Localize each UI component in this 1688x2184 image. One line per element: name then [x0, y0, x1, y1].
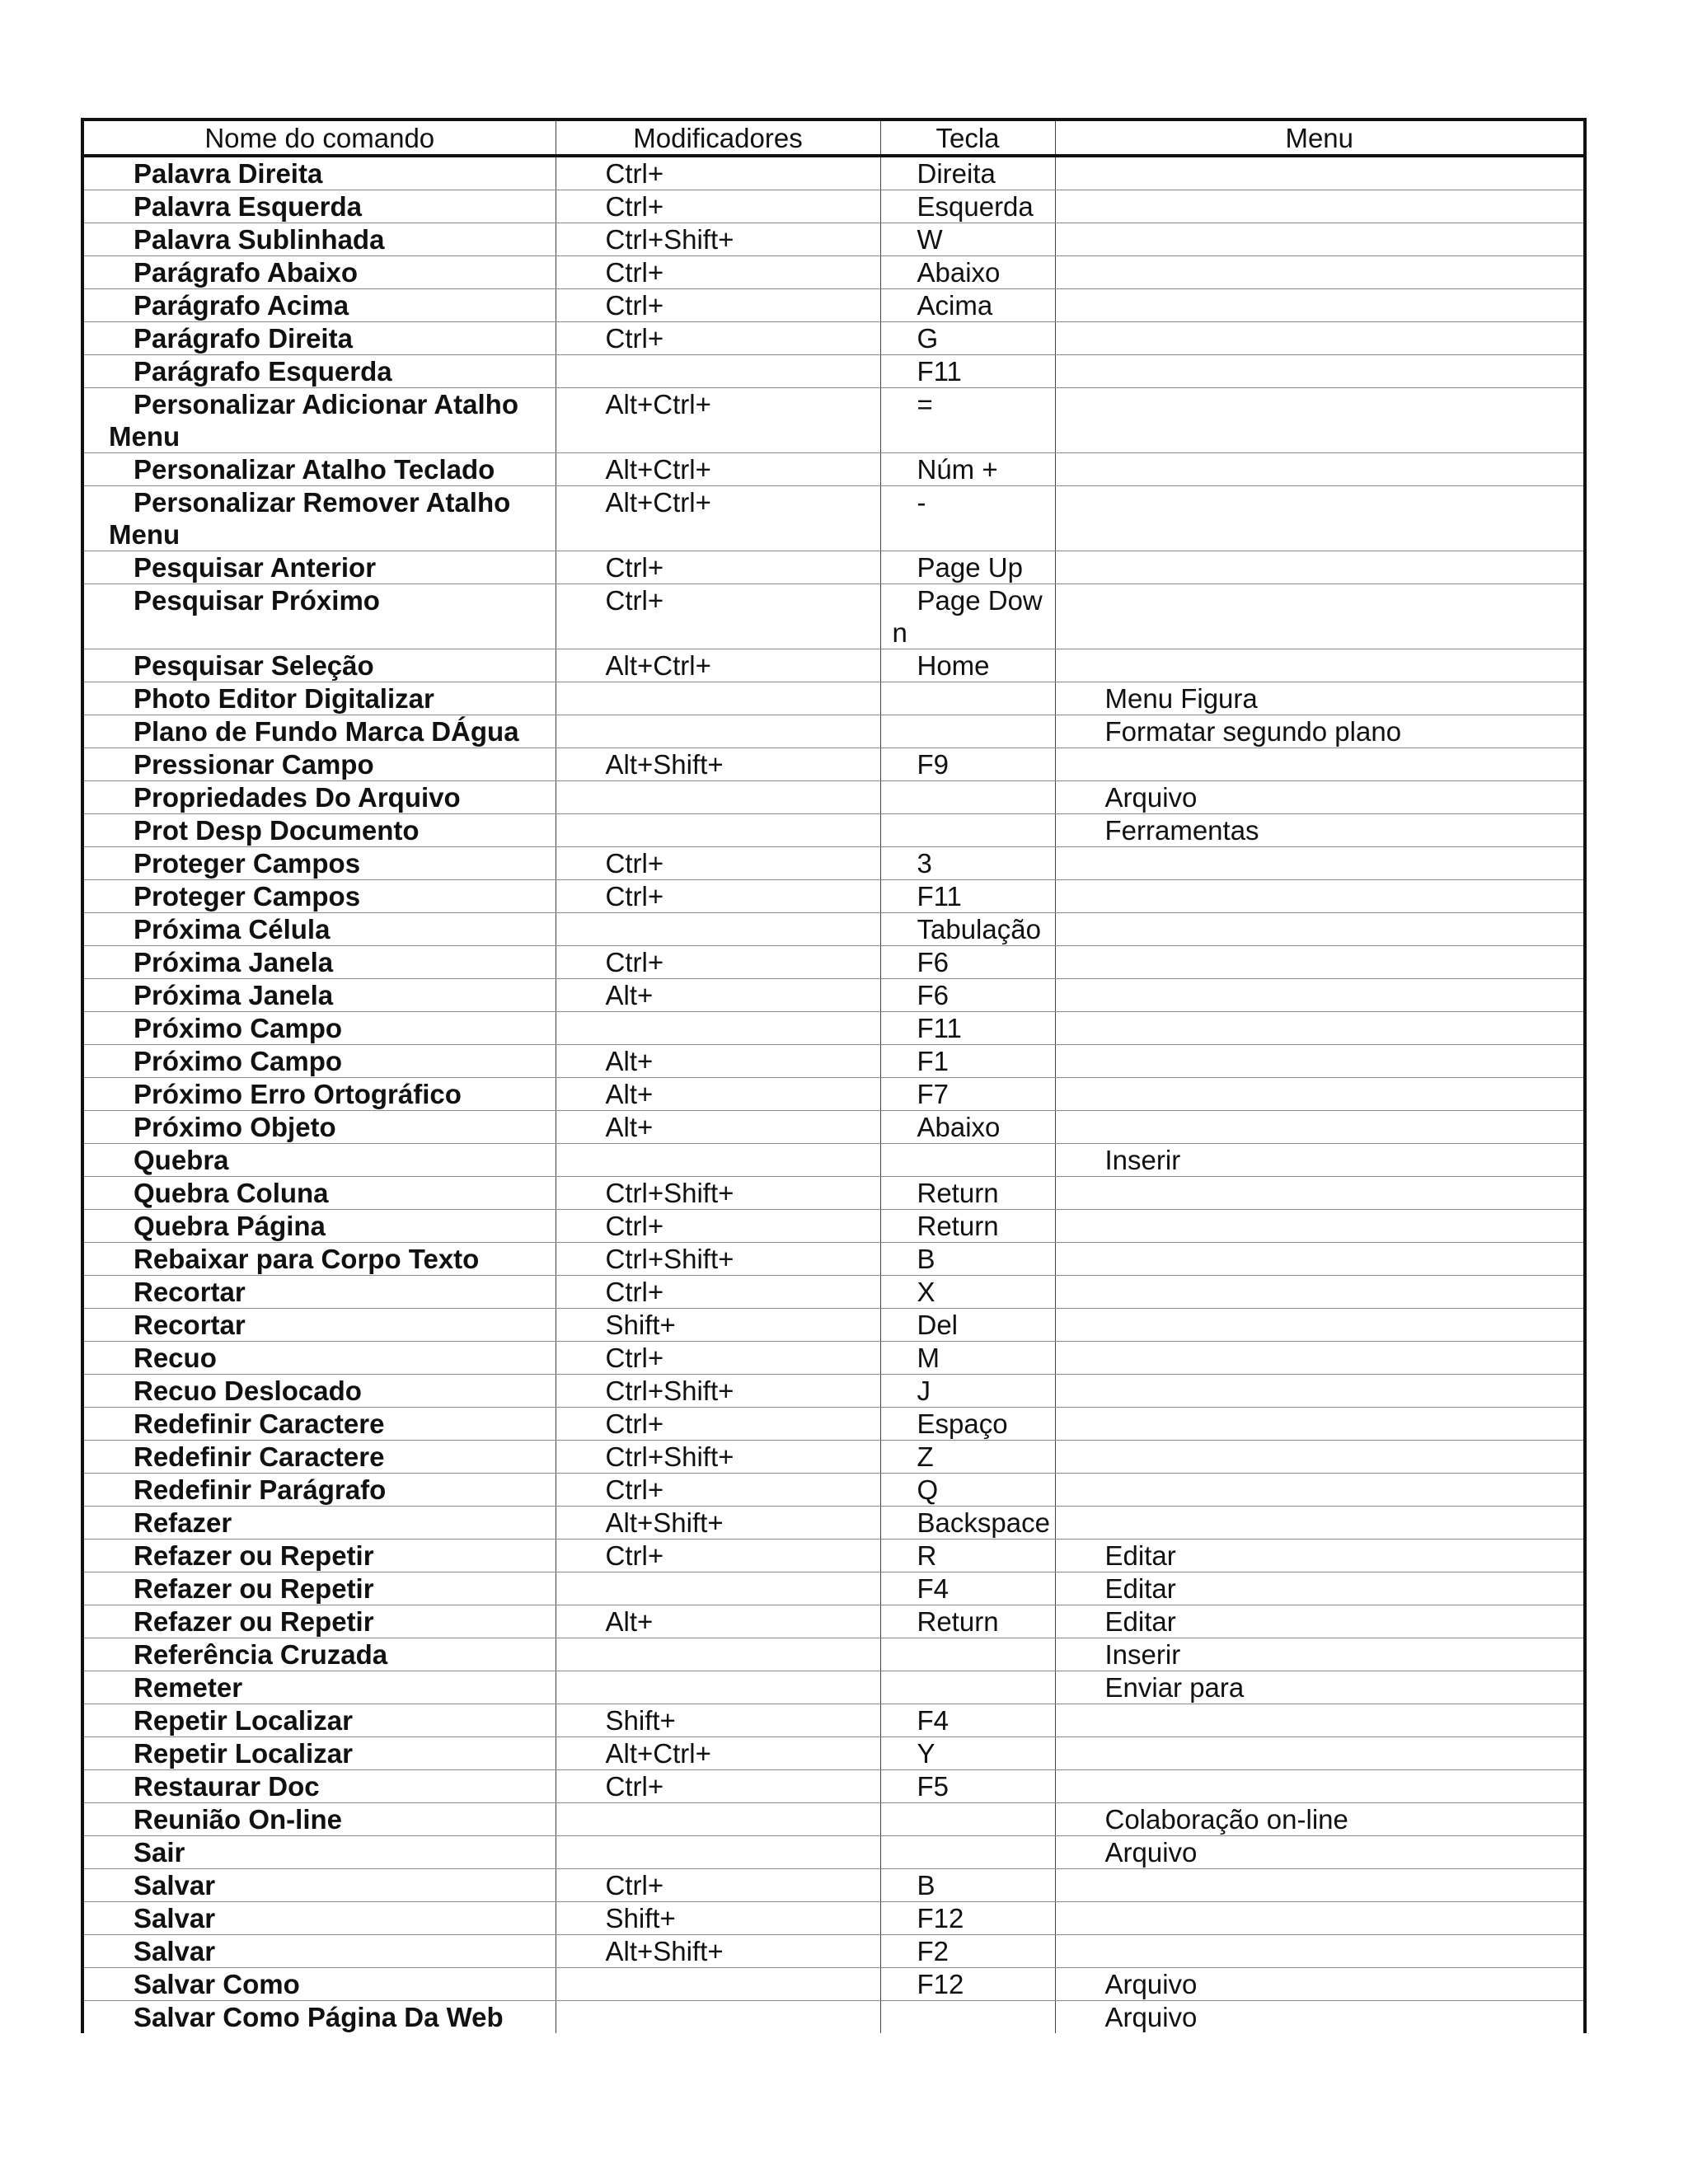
modifiers-cell: Alt+Ctrl+ [556, 453, 880, 486]
table-row [82, 1045, 1585, 1078]
key-cell: M [880, 1342, 1055, 1375]
modifiers-cell: Ctrl+ [556, 1770, 880, 1803]
command-name-cell: Parágrafo Acima [82, 289, 556, 322]
modifiers-cell: Alt+Shift+ [556, 1935, 880, 1968]
key-cell: W [880, 223, 1055, 256]
modifiers-cell: Alt+Ctrl+ [556, 649, 880, 682]
command-name-cell: Redefinir Caractere [82, 1441, 556, 1474]
key-cell [880, 1836, 1055, 1869]
table-row [82, 388, 1585, 453]
key-cell [880, 1671, 1055, 1704]
menu-cell: Ferramentas [1055, 814, 1585, 847]
menu-cell: Editar [1055, 1572, 1585, 1605]
command-name-cell: Próximo Objeto [82, 1111, 556, 1144]
menu-cell [1055, 190, 1585, 223]
modifiers-cell: Alt+Shift+ [556, 1507, 880, 1540]
menu-cell [1055, 1045, 1585, 1078]
shortcut-table [81, 118, 1587, 2033]
key-cell: Abaixo [880, 1111, 1055, 1144]
command-name-cell: Redefinir Parágrafo [82, 1474, 556, 1507]
table-row [82, 1803, 1585, 1836]
table-row [82, 1309, 1585, 1342]
modifiers-cell [556, 1803, 880, 1836]
table-row [82, 1408, 1585, 1441]
table-row [82, 453, 1585, 486]
table-row [82, 1474, 1585, 1507]
modifiers-cell [556, 355, 880, 388]
modifiers-cell: Alt+ [556, 979, 880, 1012]
command-name-cell: Refazer ou Repetir [82, 1540, 556, 1572]
key-cell: F6 [880, 946, 1055, 979]
table-row [82, 814, 1585, 847]
table-row [82, 156, 1585, 190]
command-name-cell: Refazer [82, 1507, 556, 1540]
modifiers-cell: Ctrl+Shift+ [556, 1243, 880, 1276]
table-row [82, 1605, 1585, 1638]
key-cell: Page Down [880, 584, 1055, 649]
modifiers-cell [556, 1836, 880, 1869]
command-name-cell: Propriedades Do Arquivo [82, 781, 556, 814]
table-row [82, 486, 1585, 551]
key-cell: F11 [880, 1012, 1055, 1045]
command-name-cell: Personalizar Atalho Teclado [82, 453, 556, 486]
modifiers-cell: Alt+Ctrl+ [556, 388, 880, 453]
modifiers-cell [556, 1144, 880, 1177]
key-cell: Return [880, 1605, 1055, 1638]
modifiers-cell [556, 1572, 880, 1605]
menu-cell [1055, 1737, 1585, 1770]
table-row [82, 584, 1585, 649]
command-name-cell: Repetir Localizar [82, 1704, 556, 1737]
menu-cell [1055, 1276, 1585, 1309]
modifiers-cell: Shift+ [556, 1309, 880, 1342]
modifiers-cell: Ctrl+ [556, 1210, 880, 1243]
modifiers-cell: Ctrl+ [556, 880, 880, 913]
table-row [82, 1111, 1585, 1144]
modifiers-cell: Ctrl+ [556, 156, 880, 190]
table-row [82, 1737, 1585, 1770]
key-cell: F6 [880, 979, 1055, 1012]
table-row [82, 946, 1585, 979]
modifiers-cell: Shift+ [556, 1704, 880, 1737]
key-cell: F11 [880, 355, 1055, 388]
key-cell: Núm + [880, 453, 1055, 486]
key-cell: F4 [880, 1704, 1055, 1737]
command-name-cell: Próximo Campo [82, 1045, 556, 1078]
modifiers-cell: Alt+ [556, 1111, 880, 1144]
menu-cell [1055, 748, 1585, 781]
command-name-cell: Pesquisar Anterior [82, 551, 556, 584]
command-name-cell: Palavra Direita [82, 156, 556, 190]
key-cell: Tabulação [880, 913, 1055, 946]
menu-cell [1055, 946, 1585, 979]
modifiers-cell: Ctrl+ [556, 1540, 880, 1572]
key-cell: F4 [880, 1572, 1055, 1605]
modifiers-cell [556, 715, 880, 748]
table-row [82, 1572, 1585, 1605]
modifiers-cell: Ctrl+ [556, 946, 880, 979]
modifiers-cell: Ctrl+ [556, 551, 880, 584]
modifiers-cell [556, 913, 880, 946]
modifiers-cell: Ctrl+ [556, 1869, 880, 1902]
menu-cell [1055, 1408, 1585, 1441]
key-cell: J [880, 1375, 1055, 1408]
key-cell: Z [880, 1441, 1055, 1474]
key-cell [880, 781, 1055, 814]
modifiers-cell: Ctrl+ [556, 1342, 880, 1375]
modifiers-cell: Ctrl+ [556, 584, 880, 649]
key-cell: Esquerda [880, 190, 1055, 223]
command-name-cell: Proteger Campos [82, 847, 556, 880]
modifiers-cell [556, 781, 880, 814]
table-row [82, 913, 1585, 946]
menu-cell [1055, 913, 1585, 946]
table-row [82, 1770, 1585, 1803]
key-cell: Espaço [880, 1408, 1055, 1441]
command-name-cell: Redefinir Caractere [82, 1408, 556, 1441]
key-cell: F2 [880, 1935, 1055, 1968]
table-row [82, 715, 1585, 748]
key-cell [880, 1144, 1055, 1177]
modifiers-cell: Alt+Ctrl+ [556, 486, 880, 551]
command-name-cell: Personalizar Remover Atalho Menu [82, 486, 556, 551]
menu-cell [1055, 880, 1585, 913]
menu-cell [1055, 1111, 1585, 1144]
command-name-cell: Parágrafo Esquerda [82, 355, 556, 388]
menu-cell [1055, 979, 1585, 1012]
menu-cell: Arquivo [1055, 1968, 1585, 2001]
key-cell: F5 [880, 1770, 1055, 1803]
menu-cell [1055, 1902, 1585, 1935]
table-row [82, 256, 1585, 289]
header-key: Tecla [880, 120, 1055, 156]
modifiers-cell: Alt+Shift+ [556, 748, 880, 781]
modifiers-cell: Alt+ [556, 1605, 880, 1638]
table-row [82, 1704, 1585, 1737]
table-row [82, 1869, 1585, 1902]
table-row [82, 1968, 1585, 2001]
menu-cell [1055, 1210, 1585, 1243]
key-cell: B [880, 1869, 1055, 1902]
modifiers-cell [556, 682, 880, 715]
menu-cell [1055, 1869, 1585, 1902]
modifiers-cell: Ctrl+ [556, 1408, 880, 1441]
command-name-cell: Remeter [82, 1671, 556, 1704]
menu-cell [1055, 1935, 1585, 1968]
menu-cell: Enviar para [1055, 1671, 1585, 1704]
menu-cell [1055, 1012, 1585, 1045]
key-cell: Direita [880, 156, 1055, 190]
key-cell [880, 2001, 1055, 2034]
key-cell: Home [880, 649, 1055, 682]
command-name-cell: Próximo Campo [82, 1012, 556, 1045]
menu-cell: Arquivo [1055, 1836, 1585, 1869]
menu-cell [1055, 256, 1585, 289]
modifiers-cell: Ctrl+ [556, 1474, 880, 1507]
key-cell [880, 682, 1055, 715]
modifiers-cell [556, 1012, 880, 1045]
key-cell: Q [880, 1474, 1055, 1507]
menu-cell [1055, 1309, 1585, 1342]
header-row [82, 120, 1585, 156]
modifiers-cell: Ctrl+ [556, 847, 880, 880]
command-name-cell: Recortar [82, 1276, 556, 1309]
key-cell: Del [880, 1309, 1055, 1342]
table-row [82, 1276, 1585, 1309]
menu-cell [1055, 649, 1585, 682]
header-command-name: Nome do comando [82, 120, 556, 156]
modifiers-cell [556, 2001, 880, 2034]
key-cell: F12 [880, 1968, 1055, 2001]
menu-cell: Colaboração on-line [1055, 1803, 1585, 1836]
table-row [82, 880, 1585, 913]
command-name-cell: Restaurar Doc [82, 1770, 556, 1803]
command-name-cell: Repetir Localizar [82, 1737, 556, 1770]
header-modifiers: Modificadores [556, 120, 880, 156]
command-name-cell: Rebaixar para Corpo Texto [82, 1243, 556, 1276]
table-row [82, 748, 1585, 781]
modifiers-cell [556, 1671, 880, 1704]
menu-cell [1055, 322, 1585, 355]
modifiers-cell: Ctrl+ [556, 322, 880, 355]
menu-cell [1055, 156, 1585, 190]
menu-cell [1055, 1441, 1585, 1474]
table-row [82, 355, 1585, 388]
menu-cell [1055, 1243, 1585, 1276]
key-cell [880, 814, 1055, 847]
table-row [82, 781, 1585, 814]
modifiers-cell [556, 1968, 880, 2001]
key-cell: Y [880, 1737, 1055, 1770]
key-cell: F7 [880, 1078, 1055, 1111]
command-name-cell: Palavra Sublinhada [82, 223, 556, 256]
command-name-cell: Sair [82, 1836, 556, 1869]
header-menu: Menu [1055, 120, 1585, 156]
command-name-cell: Quebra Coluna [82, 1177, 556, 1210]
menu-cell [1055, 388, 1585, 453]
menu-cell [1055, 1507, 1585, 1540]
command-name-cell: Proteger Campos [82, 880, 556, 913]
table-row [82, 190, 1585, 223]
command-name-cell: Próximo Erro Ortográfico [82, 1078, 556, 1111]
table-row [82, 1342, 1585, 1375]
command-name-cell: Recuo Deslocado [82, 1375, 556, 1408]
modifiers-cell: Ctrl+ [556, 190, 880, 223]
key-cell: 3 [880, 847, 1055, 880]
key-cell: B [880, 1243, 1055, 1276]
command-name-cell: Photo Editor Digitalizar [82, 682, 556, 715]
table-row [82, 2001, 1585, 2034]
command-name-cell: Refazer ou Repetir [82, 1572, 556, 1605]
menu-cell [1055, 1177, 1585, 1210]
table-row [82, 1935, 1585, 1968]
modifiers-cell: Ctrl+Shift+ [556, 1441, 880, 1474]
key-cell [880, 1803, 1055, 1836]
command-name-cell: Recortar [82, 1309, 556, 1342]
menu-cell: Inserir [1055, 1144, 1585, 1177]
table-row [82, 551, 1585, 584]
menu-cell [1055, 1770, 1585, 1803]
menu-cell: Editar [1055, 1540, 1585, 1572]
table-row [82, 649, 1585, 682]
menu-cell [1055, 551, 1585, 584]
table-row [82, 682, 1585, 715]
command-name-cell: Próxima Janela [82, 946, 556, 979]
command-name-cell: Salvar [82, 1902, 556, 1935]
table-row [82, 1836, 1585, 1869]
key-cell: Acima [880, 289, 1055, 322]
command-name-cell: Prot Desp Documento [82, 814, 556, 847]
table-row [82, 1243, 1585, 1276]
table-row [82, 847, 1585, 880]
modifiers-cell: Alt+Ctrl+ [556, 1737, 880, 1770]
table-row [82, 1638, 1585, 1671]
menu-cell [1055, 1375, 1585, 1408]
modifiers-cell: Ctrl+ [556, 256, 880, 289]
command-name-cell: Parágrafo Abaixo [82, 256, 556, 289]
table-row [82, 1507, 1585, 1540]
modifiers-cell: Ctrl+ [556, 1276, 880, 1309]
menu-cell [1055, 1342, 1585, 1375]
key-cell: F11 [880, 880, 1055, 913]
modifiers-cell: Alt+ [556, 1045, 880, 1078]
key-cell: Abaixo [880, 256, 1055, 289]
menu-cell [1055, 1078, 1585, 1111]
menu-cell: Formatar segundo plano [1055, 715, 1585, 748]
menu-cell [1055, 1704, 1585, 1737]
command-name-cell: Próxima Célula [82, 913, 556, 946]
modifiers-cell: Ctrl+Shift+ [556, 1177, 880, 1210]
menu-cell: Menu Figura [1055, 682, 1585, 715]
table-row [82, 1375, 1585, 1408]
menu-cell [1055, 355, 1585, 388]
table-row [82, 1902, 1585, 1935]
command-name-cell: Salvar Como Página Da Web [134, 2002, 504, 2032]
menu-cell [1055, 223, 1585, 256]
menu-cell [1055, 486, 1585, 551]
key-cell: Return [880, 1210, 1055, 1243]
table-row [82, 1144, 1585, 1177]
menu-cell: Editar [1055, 1605, 1585, 1638]
menu-cell [1055, 847, 1585, 880]
key-cell: Page Up [880, 551, 1055, 584]
table-row [82, 1210, 1585, 1243]
command-name-cell: Próxima Janela [82, 979, 556, 1012]
key-cell: F12 [880, 1902, 1055, 1935]
menu-cell [1055, 1474, 1585, 1507]
table-row [82, 1540, 1585, 1572]
modifiers-cell: Alt+ [556, 1078, 880, 1111]
table-row [82, 1671, 1585, 1704]
table-row [82, 223, 1585, 256]
command-name-cell: Reunião On-line [82, 1803, 556, 1836]
key-cell: R [880, 1540, 1055, 1572]
command-name-cell: Salvar [82, 1869, 556, 1902]
key-cell: F1 [880, 1045, 1055, 1078]
command-name-cell: Palavra Esquerda [82, 190, 556, 223]
key-cell: = [880, 388, 1055, 453]
table-row [82, 322, 1585, 355]
table-row [82, 979, 1585, 1012]
key-cell: Backspace [880, 1507, 1055, 1540]
modifiers-cell: Ctrl+Shift+ [556, 1375, 880, 1408]
key-cell [880, 1638, 1055, 1671]
table-row [82, 1012, 1585, 1045]
command-name-cell: Plano de Fundo Marca DÁgua [82, 715, 556, 748]
command-name-cell: Quebra Página [82, 1210, 556, 1243]
menu-cell: Inserir [1055, 1638, 1585, 1671]
modifiers-cell [556, 1638, 880, 1671]
table-row [82, 1078, 1585, 1111]
modifiers-cell: Shift+ [556, 1902, 880, 1935]
menu-cell [1055, 453, 1585, 486]
command-name-cell: Personalizar Adicionar Atalho Menu [82, 388, 556, 453]
key-cell: Return [880, 1177, 1055, 1210]
key-cell: F9 [880, 748, 1055, 781]
command-name-cell: Quebra [82, 1144, 556, 1177]
command-name-cell: Referência Cruzada [82, 1638, 556, 1671]
command-name-cell: Pressionar Campo [82, 748, 556, 781]
key-cell: X [880, 1276, 1055, 1309]
command-name-cell: Pesquisar Seleção [82, 649, 556, 682]
modifiers-cell: Ctrl+Shift+ [556, 223, 880, 256]
menu-cell: Arquivo [1055, 2001, 1585, 2034]
modifiers-cell [556, 814, 880, 847]
command-name-cell: Salvar [82, 1935, 556, 1968]
menu-cell: Arquivo [1055, 781, 1585, 814]
table-row [82, 1441, 1585, 1474]
table-row [82, 1177, 1585, 1210]
command-name-cell: Refazer ou Repetir [82, 1605, 556, 1638]
command-name-cell: Parágrafo Direita [82, 322, 556, 355]
key-cell: - [880, 486, 1055, 551]
command-name-cell: Pesquisar Próximo [82, 584, 556, 649]
menu-cell [1055, 584, 1585, 649]
key-cell [880, 715, 1055, 748]
table-row [82, 289, 1585, 322]
command-name-cell: Salvar Como [82, 1968, 556, 2001]
menu-cell [1055, 289, 1585, 322]
modifiers-cell: Ctrl+ [556, 289, 880, 322]
command-name-cell: Recuo [82, 1342, 556, 1375]
key-cell: G [880, 322, 1055, 355]
